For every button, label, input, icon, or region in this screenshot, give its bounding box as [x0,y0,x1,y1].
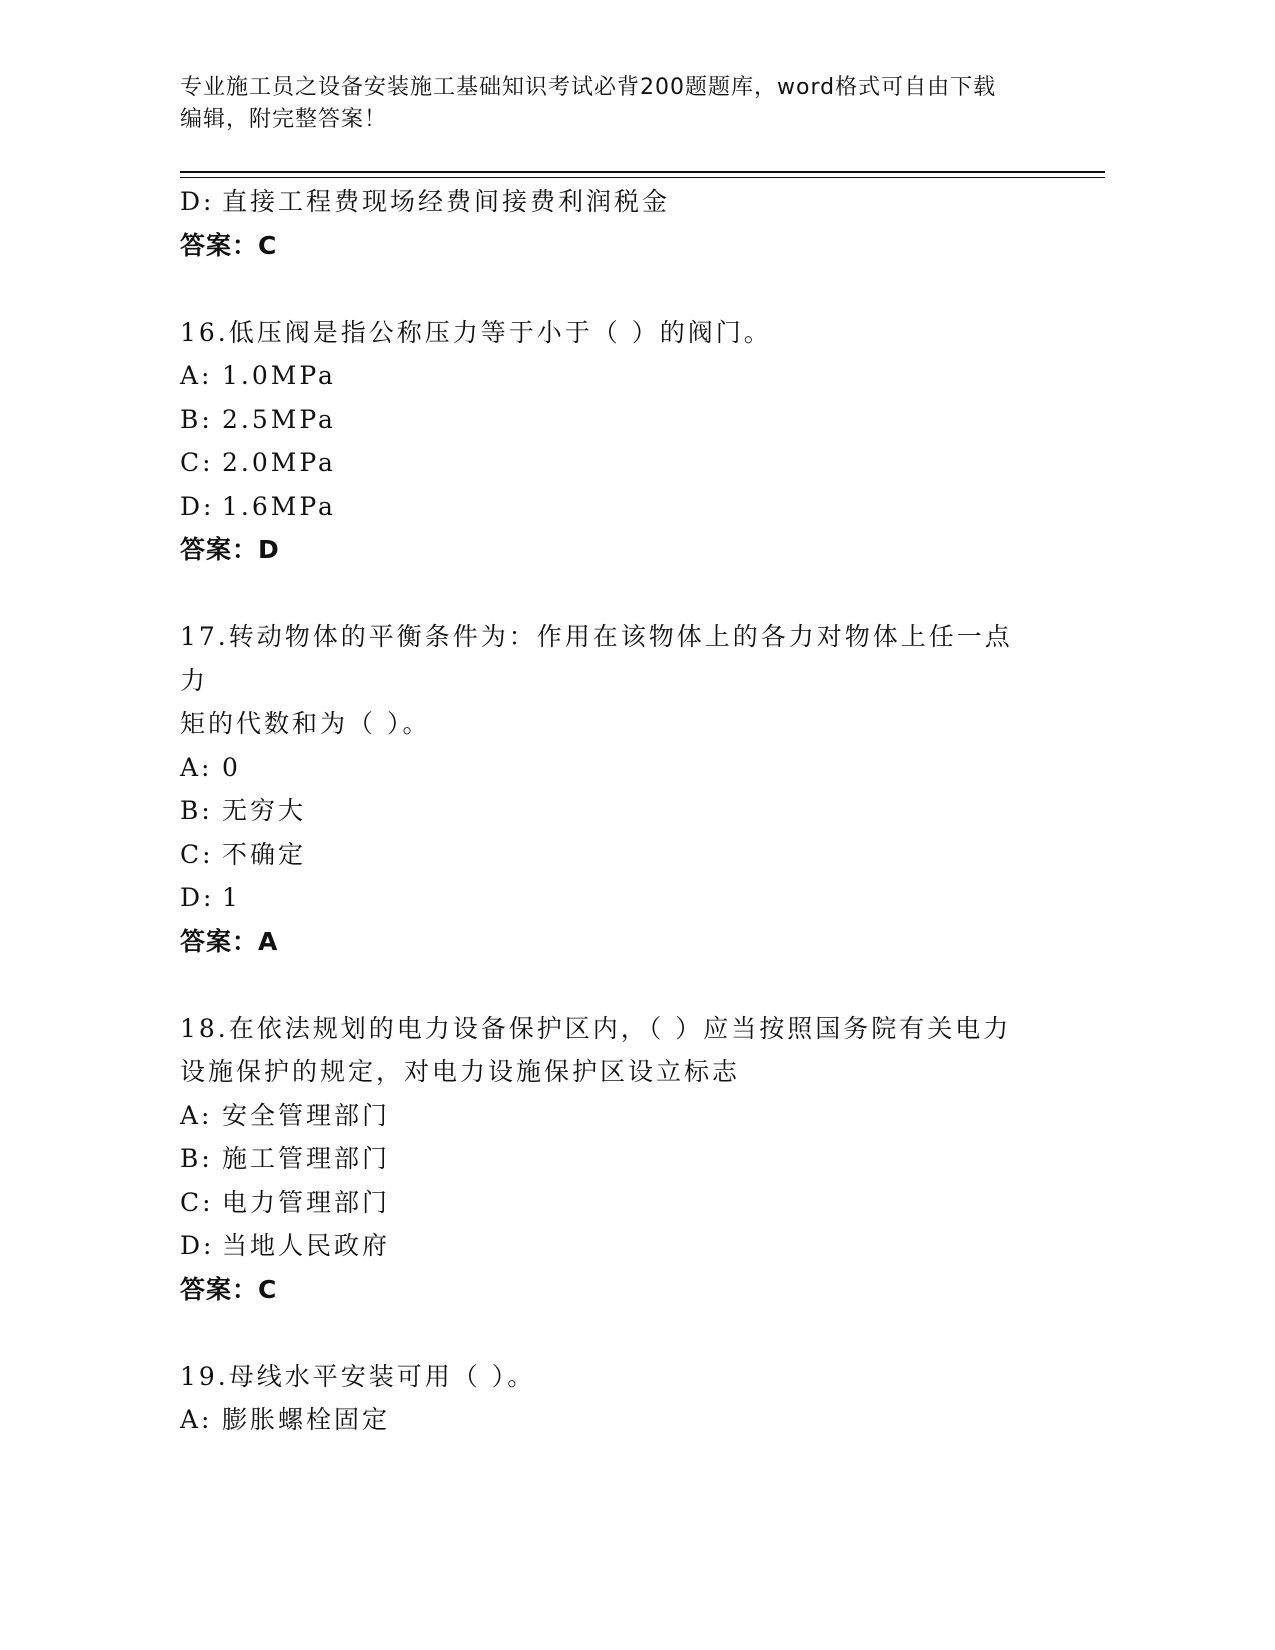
header-divider-thin [180,177,1105,178]
option-label: B: [180,796,213,825]
option-b [180,789,1040,833]
option-c [180,1181,1040,1225]
option-label: D: [180,491,215,521]
option-d [180,180,1040,224]
option-c [180,833,1040,877]
option-label: D: [180,1231,215,1260]
option-a [180,1398,1040,1442]
page-header [180,72,1060,136]
answer-line: 答案：C [180,230,278,260]
option-text: 0 [222,752,241,782]
option-text: 1 [222,883,241,912]
question-17-stem-line-1: 17.转动物体的平衡条件为：作用在该物体上的各力对物体上任一点力 [180,622,1013,695]
question-17-stem-line-2: 矩的代数和为（ ）。 [180,709,431,738]
option-d [180,1224,1040,1268]
option-d [180,876,1040,920]
question-18-stem-line-2: 设施保护的规定，对电力设施保护区设立标志 [180,1057,741,1086]
header-line-1: 专业施工员之设备安装施工基础知识考试必背200题题库，word格式可自由下载 [180,75,997,100]
option-text: 1.6MPa [222,491,336,521]
option-text: 不确定 [222,839,307,869]
option-text: 1.0MPa [222,361,336,390]
option-label: A: [180,1100,213,1130]
option-a [180,354,1040,398]
option-label: D: [180,883,215,912]
option-d [180,485,1040,529]
option-a [180,746,1040,790]
header-divider-thick [180,171,1105,173]
option-text: 膨胀螺栓固定 [222,1405,391,1434]
option-label: A: [180,1405,213,1434]
question-16-stem: 16.低压阀是指公称压力等于小于（ ）的阀门。 [180,317,772,347]
option-label: B: [180,404,213,434]
option-text: 无穷大 [222,796,307,825]
option-text: 电力管理部门 [222,1187,391,1217]
question-19-stem: 19.母线水平安装可用（ ）。 [180,1361,536,1391]
header-line-2: 编辑，附完整答案！ [180,107,388,132]
option-label: C: [180,1187,214,1217]
option-label: D: [180,187,215,216]
option-text: 施工管理部门 [222,1144,391,1173]
option-a [180,1094,1040,1138]
option-label: A: [180,752,213,782]
option-b [180,1137,1040,1181]
option-b [180,398,1040,442]
option-label: C: [180,839,214,869]
option-text: 2.5MPa [222,404,336,434]
option-label: B: [180,1144,213,1173]
option-text: 直接工程费现场经费间接费利润税金 [222,187,671,216]
option-text: 当地人民政府 [222,1231,391,1260]
question-list [180,180,1040,1442]
answer-line: 答案：C [180,1274,278,1304]
option-label: C: [180,448,214,477]
answer-line: 答案：A [180,926,279,956]
question-18-stem-line-1: 18.在依法规划的电力设备保护区内，（ ）应当按照国务院有关电力 [180,1013,1012,1043]
option-c [180,441,1040,485]
option-text: 2.0MPa [222,448,336,477]
option-label: A: [180,361,213,390]
answer-line: 答案：D [180,535,280,564]
option-text: 安全管理部门 [222,1100,391,1130]
